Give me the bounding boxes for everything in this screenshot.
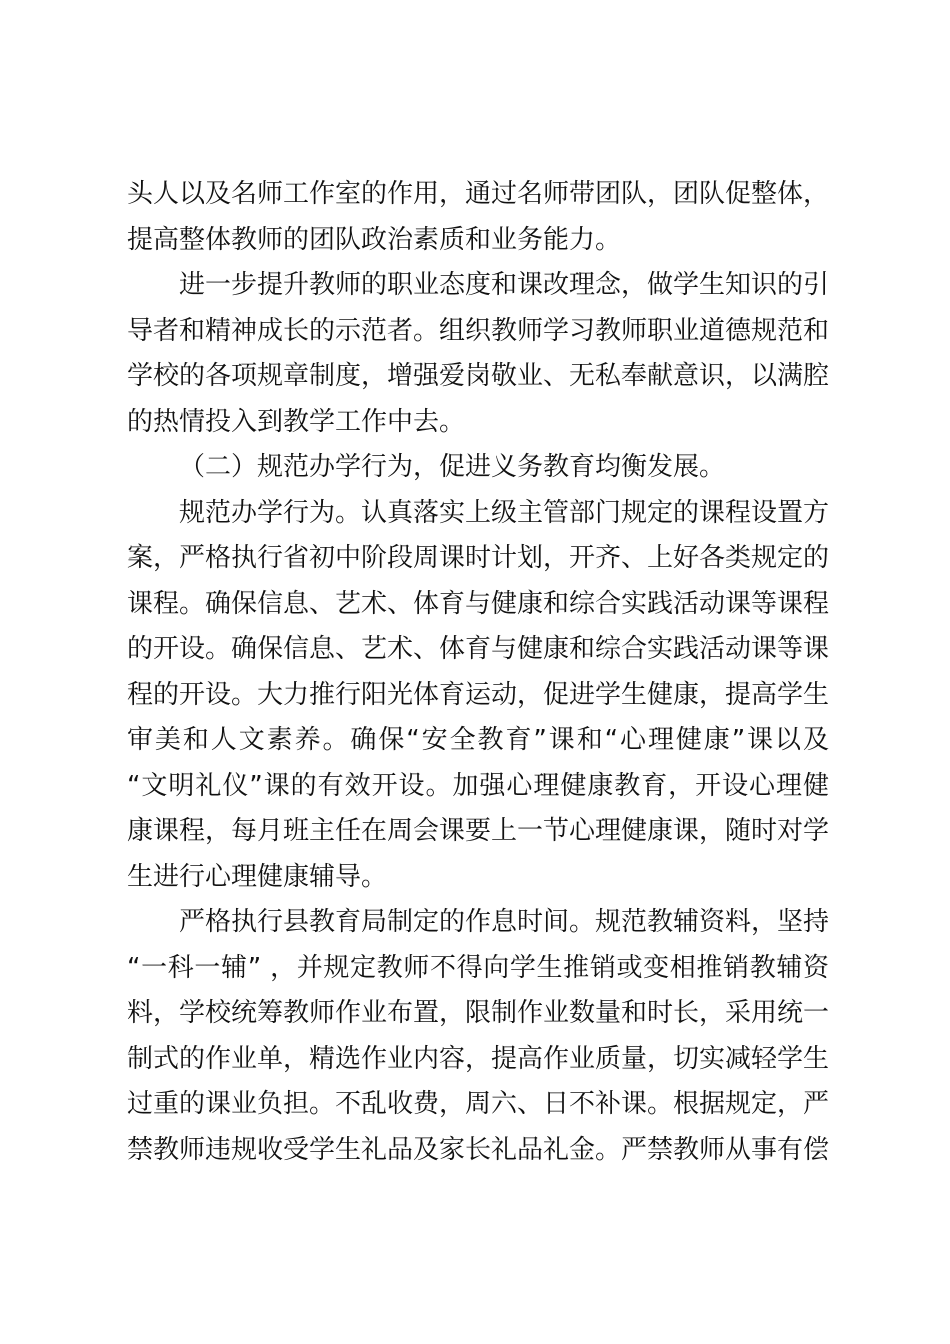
text-line: 制式的作业单，精选作业内容，提高作业质量，切实减轻学生	[127, 1043, 829, 1074]
text-line: 的开设。确保信息、艺术、体育与健康和综合实践活动课等课	[127, 634, 829, 664]
text-line: 提高整体教师的团队政治素质和业务能力。	[127, 224, 622, 255]
text-line: 料，学校统筹教师作业布置，限制作业数量和时长，采用统一	[127, 998, 829, 1028]
section-heading: （二）规范办学行为，促进义务教育均衡发展。	[179, 452, 726, 482]
text-line: 导者和精神成长的示范者。组织教师学习教师职业道德规范和	[127, 315, 829, 346]
text-line: 康课程，每月班主任在周会课要上一节心理健康课，随时对学	[127, 816, 829, 846]
text-line: 头人以及名师工作室的作用，通过名师带团队，团队促整体，	[127, 179, 829, 209]
text-line: “文明礼仪”课的有效开设。加强心理健康教育，开设心理健	[127, 770, 829, 801]
paragraph-start-line: 进一步提升教师的职业态度和课改理念，做学生知识的引	[179, 270, 829, 300]
text-line: “一科一辅” ，并规定教师不得向学生推销或变相推销教辅资	[127, 952, 829, 983]
text-line: 过重的课业负担。不乱收费，周六、日不补课。根据规定，严	[127, 1089, 829, 1119]
text-line: 程的开设。大力推行阳光体育运动，促进学生健康，提高学生	[127, 679, 829, 710]
text-line: 的热情投入到教学工作中去。	[127, 406, 466, 437]
text-line: 审美和人文素养。确保“安全教育”课和“心理健康”课以及	[127, 725, 829, 755]
body-text	[127, 172, 829, 1173]
paragraph-start-line: 严格执行县教育局制定的作息时间。规范教辅资料，坚持	[179, 907, 829, 937]
text-line: 禁教师违规收受学生礼品及家长礼品礼金。严禁教师从事有偿	[127, 1134, 829, 1165]
text-line: 生进行心理健康辅导。	[127, 861, 388, 892]
text-line: 课程。确保信息、艺术、体育与健康和综合实践活动课等课程	[127, 588, 829, 619]
text-line: 案，严格执行省初中阶段周课时计划，开齐、上好各类规定的	[127, 543, 829, 573]
paragraph-start-line: 规范办学行为。认真落实上级主管部门规定的课程设置方	[179, 497, 829, 528]
text-line: 学校的各项规章制度，增强爱岗敬业、无私奉献意识，以满腔	[127, 361, 829, 391]
